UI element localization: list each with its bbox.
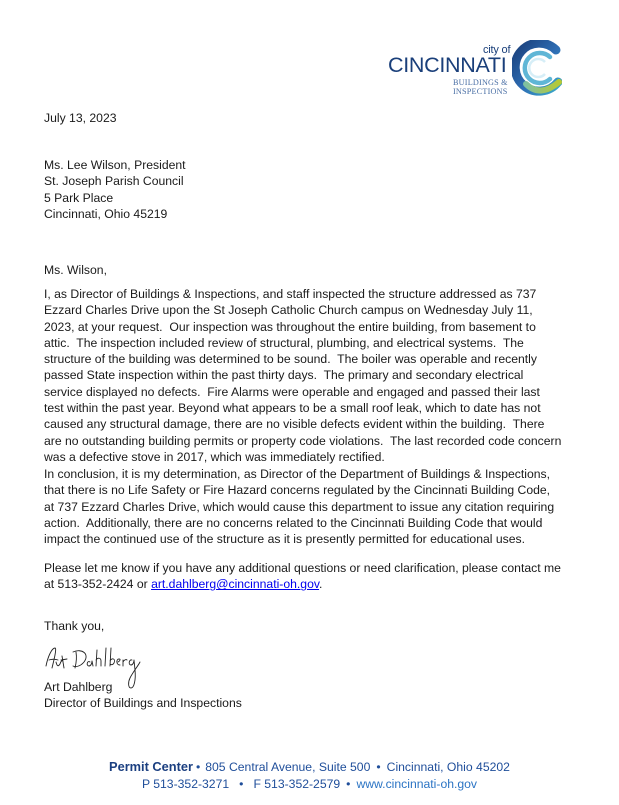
footer-phone: P 513-352-3271	[141, 777, 230, 791]
recipient-organization: St. Joseph Parish Council	[44, 174, 184, 189]
body-paragraph-3: Please let me know if you have any additional questions or need clarification, please contact me at 513-352-2424 or art.dahlberg@cincinnati-oh.gov.	[44, 561, 561, 592]
cincinnati-c-logo-icon	[512, 40, 562, 96]
recipient-city: Cincinnati, Ohio 45219	[44, 206, 168, 221]
bullet-icon: •	[195, 760, 201, 774]
footer-permit-center-label: Permit Center	[109, 759, 193, 774]
city-logo	[388, 42, 563, 108]
footer-city: Cincinnati, Ohio 45202	[386, 760, 510, 774]
footer-fax: F 513-352-2579	[253, 777, 341, 791]
signer-block	[44, 679, 242, 712]
footer-address-line	[0, 759, 619, 775]
logo-city-of: city of	[483, 44, 511, 56]
recipient-name: Ms. Lee Wilson, President	[44, 158, 186, 172]
bullet-icon: •	[239, 777, 244, 791]
signer-name: Art Dahlberg	[44, 680, 113, 694]
letter-date: July 13, 2023	[44, 111, 117, 125]
logo-department: BUILDINGS & INSPECTIONS	[453, 78, 508, 96]
footer-website-link[interactable]: www.cincinnati-oh.gov	[356, 777, 478, 791]
bullet-icon: •	[346, 777, 351, 791]
signer-title: Director of Buildings and Inspections	[44, 696, 242, 711]
body-paragraph-2: In conclusion, it is my determination, as Director of the Department of Buildings & Inspections, that there is no Life Safety or Fire Hazard concerns regulated by the Cincinnati Building Code, at 737 Ezzard Charles Drive, which would cause this department to issue any citation requiring action. Additionally, there are no concerns related to the Cincinnati Building Code that would impact the continued use of the structure as it is presently permitted for educational uses.	[44, 467, 555, 547]
footer-contact-line	[0, 776, 619, 792]
logo-city-name: CINCINNATI	[388, 53, 507, 77]
salutation: Ms. Wilson,	[44, 263, 107, 277]
email-link[interactable]: art.dahlberg@cincinnati-oh.gov	[151, 577, 320, 592]
closing: Thank you,	[44, 619, 105, 633]
footer-street: 805 Central Avenue, Suite 500	[205, 760, 371, 774]
bullet-icon: •	[376, 760, 381, 774]
recipient-street: 5 Park Place	[44, 190, 114, 205]
recipient-address	[44, 157, 186, 222]
body-paragraph-1: I, as Director of Buildings & Inspections, and staff inspected the structure addressed as 737 Ezzard Charles Drive upon the St Joseph Catholic Church campus on Wednesday July 11, 2023, at your request. Our inspection was throughout the entire building, from basement to attic. The inspection included review of structural, plumbing, and electrical systems. The structure of the building was determined to be sound. The boiler was operable and recently passed State inspection within the past thirty days. The primary and secondary electrical service displayed no defects. Fire Alarms were operable and engaged and passed their last test within the past year. Beyond what appears to be a small roof leak, which to date has not caused any structural damage, there are no visible defects evident within the building. There are no outstanding building permits or property code violations. The last recorded code concern was a defective stove in 2017, which was immediately rectified.	[44, 287, 562, 464]
